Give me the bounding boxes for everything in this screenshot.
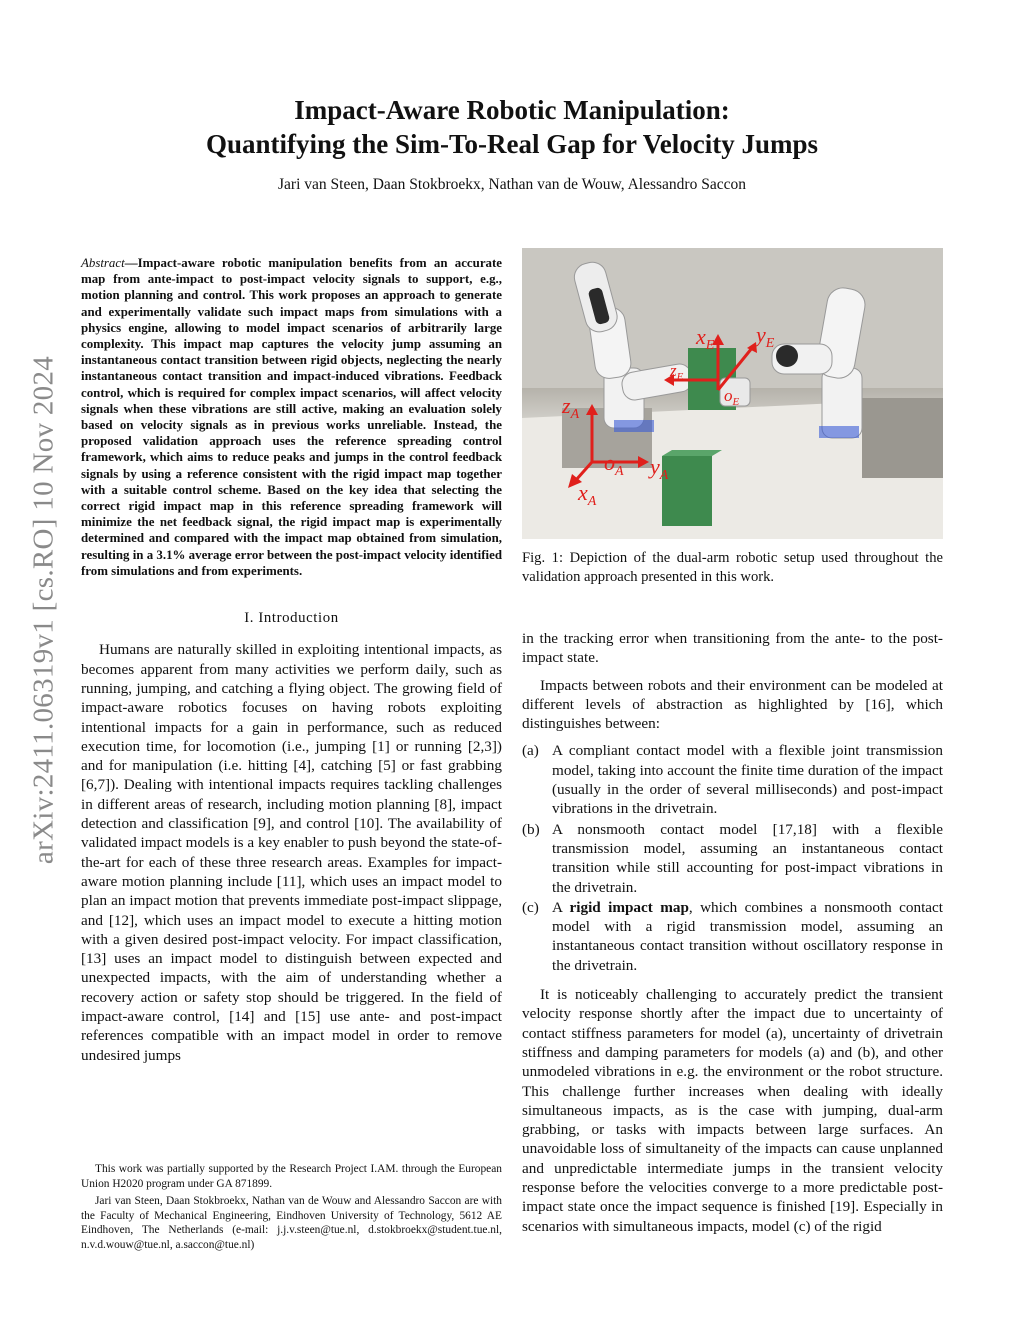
right-paragraph-2: Impacts between robots and their environment can be modeled at different levels of abstraction as highlighted by [16], which distinguishes between:	[522, 676, 943, 733]
list-item: (a) A compliant contact model with a flexible joint transmission model, taking into account the finite time duration of the impact (usually in the order of several milliseconds) and post-impact vibrations in the drivetrain.	[522, 742, 943, 818]
paper-title: Impact-Aware Robotic Manipulation: Quantifying the Sim-To-Real Gap for Velocity Jumps	[205, 95, 819, 159]
label-zA: $z_A$	[562, 393, 580, 422]
right-column	[522, 248, 943, 1244]
label-xA: $x_A$	[578, 480, 597, 509]
figure-caption: Fig. 1: Depiction of the dual-arm robotic setup used throughout the validation approach presented in this work.	[522, 550, 943, 585]
abstract-body: Impact-aware robotic manipulation benefits from an accurate map from ante-impact to post-impact velocity signals to support, e.g., motion planning and control. This work proposes an approach to generate and experimentally validate such impact maps from simulations with a physics engine, allowing to model impact scenarios of arbitrarily large complexity. This impact map captures the velocity jump assuming an instantaneous contact transition between rigid objects, neglecting the nearly instantaneous contact transition and impact-induced vibrations. Feedback control, which is required for complex impact scenarios, will affect velocity signals when these vibrations are still active, making an evaluation solely based on velocity signals as in previous works unreliable. Instead, the proposed validation approach uses the reference spreading control framework, which aims to reduce peaks and jumps in the control feedback signals by using a reference consistent with the rigid impact map together with a suitable control scheme. Based on the key idea that selecting the correct rigid impact map in this reference spreading framework will minimize the net feedback signal, the rigid impact map is experimentally determined and compared with the impact map obtained from simulation, resulting in a 3.1% average error between the post-impact velocity identified from simulations and from experiments.	[81, 256, 502, 578]
label-zE: $z_E$	[670, 361, 684, 383]
arxiv-identifier: arXiv:2411.06319v1 [cs.RO] 10 Nov 2024	[27, 355, 60, 865]
right-paragraph-1: in the tracking error when transitioning from the ante- to the post-impact state.	[522, 630, 943, 667]
rigid-impact-map-term: rigid impact map	[569, 898, 689, 916]
footnote	[81, 1162, 502, 1255]
robot-setup-illustration	[522, 248, 943, 539]
right-paragraph-3: It is noticeably challenging to accurately predict the transient velocity response shortly after the impact due to uncertainty of contact stiffness parameters for model (a), uncertainty of drivetrain stiffness and damping parameters for models (a) and (b), and other unmodeled vibrations in e.g. the environment or the robot structure. This challenge further increases when dealing with ideally simultaneous impacts, as is the case with jumping, dual-arm grabbing, or tasks with impacts between large surfaces. An unavoidable loss of simultaneity of the impacts can cause unplanned and unpredictable intermediate jumps in the transient velocity response before the velocities converge to a more predictable post-impact state once the impact sequence is finished [19]. Especially in scenarios with simultaneous impacts, model (c) of the rigid	[522, 986, 943, 1235]
footnote-affiliation: Jari van Steen, Daan Stokbroekx, Nathan van de Wouw and Alessandro Saccon are with the Faculty of Mechanical Engineering, Eindhoven University of Technology, 5612 AE Eindhoven, The Netherlands (e-mail: j.j.v.steen@tue.nl, d.stokbroekx@student.tue.nl, n.v.d.wouw@tue.nl, a.saccon@tue.nl)	[81, 1195, 502, 1251]
list-item: (c) A rigid impact map, which combines a nonsmooth contact model with a rigid transmission model, assuming an instantaneous contact transition without oscillatory response in the drivetrain.	[522, 898, 944, 974]
left-column	[81, 255, 502, 1073]
abstract: Abstract—Impact-aware robotic manipulation benefits from an accurate map from ante-impact to post-impact velocity signals to support, e.g., motion planning and control. This work proposes an approach to generate and experimentally validate such impact maps from simulations with a physics engine, allowing to model impact scenarios of arbitrarily large complexity. This impact map captures the velocity jump assuming an instantaneous contact transition between rigid objects, neglecting the nearly instantaneous contact transition and impact-induced vibrations. Feedback control, which is required for complex impact scenarios, will affect velocity signals when these vibrations are still active, making an evaluation solely based on velocity signals as in previous works unreliable. Instead, the proposed validation approach uses the reference spreading control framework, which aims to reduce peaks and jumps in the control feedback signals by using a reference consistent with the rigid impact map together with a suitable control scheme. Based on the key idea that selecting the correct rigid impact map in this reference spreading framework will minimize the net feedback signal, the rigid impact map is experimentally determined and compared with the impact map obtained from simulation, resulting in a 3.1% average error between the post-impact velocity identified from simulations and from experiments.	[81, 256, 502, 578]
label-oA: $o_A$	[604, 450, 624, 479]
label-yE: $y_E$	[756, 322, 775, 351]
abstract-label: Abstract	[81, 256, 125, 270]
list-item: (b) A nonsmooth contact model [17,18] with a flexible transmission model, assuming an instantaneous contact transition while still accounting for post-impact vibrations in the drivetrain.	[522, 820, 943, 896]
model-list	[522, 741, 943, 975]
label-oE: $o_E$	[724, 386, 740, 408]
author-list: Jari van Steen, Daan Stokbroekx, Nathan van de Wouw, Alessandro Saccon	[278, 176, 746, 193]
table-box	[662, 456, 712, 526]
intro-paragraph: Humans are naturally skilled in exploiting intentional impacts, as becomes apparent from many activities we perform daily, such as running, jumping, and catching a flying object. The growing field of impact-aware robotics focuses on having robots exploiting intentional impacts for a gain in performance, such as reduced execution time, for locomotion (i.e., jumping [1] or running [2,3]) and for manipulation (i.e. hitting [4], catching [5] or fast grabbing [6,7]). Dealing with intentional impacts requires tackling challenges in different areas of research, including motion planning [8], impact detection and classification [9], and control [10]. The availability of validated impact models is a key enabler to push beyond the state-of-the-art for each of these three research areas. Examples for impact-aware motion planning include [11], which uses an impact model to plan an impact motion that prevents immediate post-impact slippage, and [12], which uses an impact model to execute a hitting motion with a given desired post-impact velocity. For impact classification, [13] uses an impact model to distinguish between expected and unexpected impacts, with the aim of understanding whether a recovery action or safety stop should be triggered. In the field of impact-aware control, [14] and [15] use ante- and post-impact references compatible with an impact model in order to remove undesired jumps	[81, 641, 502, 1064]
label-xE: $x_E$	[696, 324, 715, 353]
right-stand	[862, 398, 943, 478]
section-heading-introduction: I. Introduction	[244, 610, 339, 627]
footnote-funding: This work was partially supported by the Research Project I.AM. through the European Union H2020 program under GA 871899.	[81, 1163, 502, 1190]
label-yA: $y_A$	[650, 454, 669, 483]
figure-robot-setup	[522, 248, 943, 539]
